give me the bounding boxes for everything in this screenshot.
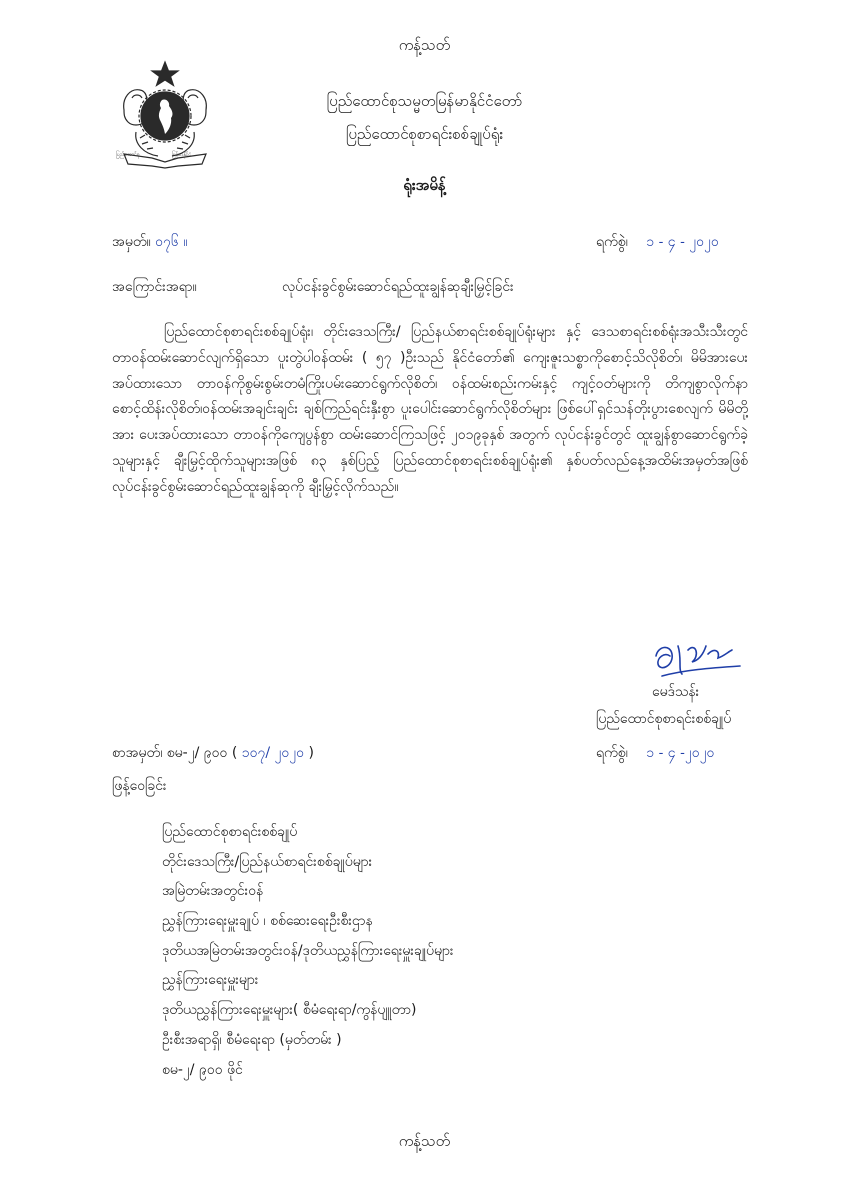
list-item: စမ-၂/ ၉၀၀ ဖိုင် [162, 1061, 243, 1078]
signature-date-value: ၁ - ၄ -၂၀၂၀ [646, 745, 715, 761]
seal-ribbon-right: မြန်မာနိုင်ငံ [172, 152, 192, 158]
order-date-value: ၁ - ၄ - ၂၀၂၀ [646, 234, 719, 250]
reference-number [112, 743, 314, 764]
order-date-label: ရက်စွဲ၊ [596, 234, 628, 250]
reference-handwritten: ၁၀၇/ ၂၀၂၀ [241, 745, 305, 761]
distribution-list [162, 818, 454, 1085]
list-item: ညွှန်ကြားရေးမှူးချုပ် ၊ စစ်ဆေးရေးဦးစီးဌာန [162, 913, 373, 930]
subject-text: လုပ်ငန်းခွင်စွမ်းဆောင်ရည်ထူးချွန်ဆုချီးမြှင့်ခြင်း [282, 279, 514, 295]
signature-date [596, 743, 714, 764]
order-number-label: အမှတ်။ [112, 234, 151, 250]
list-item: ဒုတိယညွှန်ကြားရေးမှူးများ( စီမံရေးရာ/ကွန်ပျူတာ) [162, 1002, 417, 1019]
order-number [112, 232, 188, 253]
signature-date-label: ရက်စွဲ၊ [596, 745, 628, 761]
signer-title: ပြည်ထောင်စုစာရင်းစစ်ချုပ် [596, 711, 732, 727]
order-date [596, 232, 719, 253]
list-item: ဦးစီးအရာရှိ၊ စီမံရေးရာ (မှတ်တမ်း ) [162, 1031, 342, 1048]
bottom-classification: ကန့်သတ် [398, 1132, 451, 1150]
signer-name: မေဒ်သန်း [652, 684, 700, 700]
signature-icon [648, 636, 748, 680]
list-item: တိုင်းဒေသကြီး/ပြည်နယ်စာရင်းစစ်ချုပ်များ [162, 853, 373, 870]
reference-label: စာအမှတ်၊ [112, 745, 163, 761]
list-item: အမြဲတမ်းအတွင်းဝန် [162, 883, 264, 900]
list-item: ပြည်ထောင်စုစာရင်းစစ်ချုပ် [162, 824, 298, 840]
reference-suffix: ) [308, 745, 314, 761]
distribution-label: ဖြန့်ဝေခြင်း [112, 778, 167, 794]
state-seal-emblem [114, 58, 216, 170]
body-paragraph: ပြည်ထောင်စုစာရင်းစစ်ချုပ်ရုံး၊ တိုင်းဒေသကြီး/ ပြည်နယ်စာရင်းစစ်ချုပ်ရုံးများ နှင့် ဒေသစာရင်းစစ်ရုံးအသီးသီးတွင် တာဝန်ထမ်းဆောင်လျက်ရှိသော ပူးတွဲပါဝန်ထမ်း ( ၅၇ )ဦးသည် နိုင်ငံတော်၏ ကျေးဇူးသစ္စာကိုစောင့်သိလိုစိတ်၊ မိမိအားပေးအပ်ထားသော တာဝန်ကိုစွမ်းစွမ်းတမံကြိုးပမ်းဆောင်ရွက်လိုစိတ်၊ ဝန်ထမ်းစည်းကမ်းနှင့် ကျင့်ဝတ်များကို တိကျစွာလိုက်နာစောင့်ထိန်းလိုစိတ်၊ဝန်ထမ်းအချင်းချင်း ချစ်ကြည်ရင်းနှီးစွာ ပူးပေါင်းဆောင်ရွက်လိုစိတ်များ ဖြစ်ပေါ်ရှင်သန်တိုးပွားစေလျက် မိမိတို့အား ပေးအပ်ထားသော တာဝန်ကိုကျေပွန်စွာ ထမ်းဆောင်ကြသဖြင့် ၂၀၁၉ခုနှစ် အတွက် လုပ်ငန်းခွင်တွင် ထူးချွန်စွာဆောင်ရွက်ခဲ့သူများနှင့် ချီးမြှင့်ထိုက်သူများအဖြစ် ၈၃ နှစ်ပြည့် ပြည်ထောင်စုစာရင်းစစ်ချုပ်ရုံး၏ နှစ်ပတ်လည်နေ့အထိမ်းအမှတ်အဖြစ် လုပ်ငန်းခွင်စွမ်းဆောင်ရည်ထူးချွန်ဆုကို ချီးမြှင့်လိုက်သည်။ [112, 324, 748, 495]
reference-prefix: စမ-၂/ ၉၀၀ ( [166, 745, 238, 761]
handwritten-signature [648, 636, 748, 680]
order-number-value: ၀၇၆ ။ [155, 234, 188, 250]
top-classification: ကန့်သတ် [398, 36, 451, 54]
list-item: ဒုတိယအမြဲတမ်းအတွင်းဝန်/ဒုတိယညွှန်ကြားရေးမှူးချုပ်များ [162, 942, 454, 959]
header-office: ပြည်ထောင်စုစာရင်းစစ်ချုပ်ရုံး [345, 125, 504, 143]
header-order-title: ရုံးအမိန့် [403, 176, 446, 194]
header-country: ပြည်ထောင်စုသမ္မတမြန်မာနိုင်ငံတော် [326, 92, 523, 110]
subject-label: အကြောင်းအရာ။ [112, 279, 197, 295]
seal-ribbon-left: ပြည်ထောင်စု [116, 152, 140, 158]
list-item: ညွှန်ကြားရေးမှူးများ [162, 972, 259, 989]
